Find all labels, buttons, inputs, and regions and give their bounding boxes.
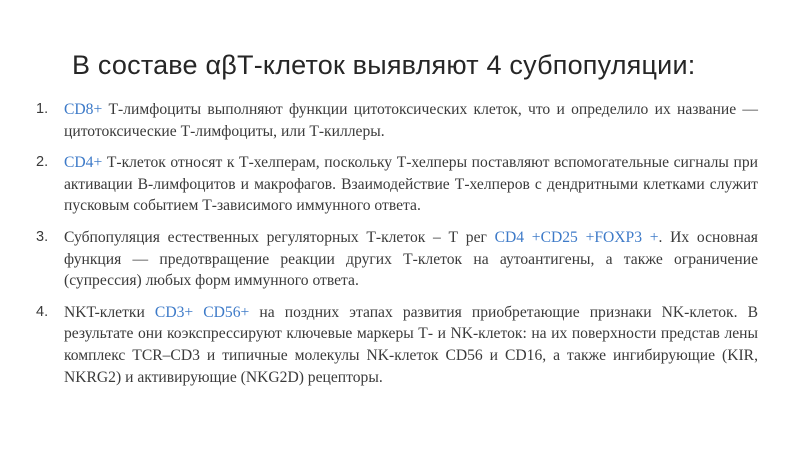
- list-item-text: Т-клеток относят к Т-хелперам, поскольку Т-хелперы поставляют вспомогательные сигналы при активации В-лимфоцитов и макрофагов. Взаимодействие Т-хелперов с дендритными клетками служит пусковым событием Т-зависимого иммунного ответа.: [64, 154, 758, 215]
- list-item-number: 4.: [36, 303, 49, 320]
- list-item-nkt: [36, 302, 758, 388]
- marker-cd8: CD8+: [64, 101, 103, 118]
- marker-treg: CD4 +CD25 +FOXP3 +: [494, 228, 659, 246]
- list-item-treg: [36, 227, 758, 292]
- subpopulation-list: [36, 99, 758, 398]
- list-item-number: 1.: [36, 101, 49, 117]
- list-item-text: на поздних этапах развития приобретающие признаки NK-клеток. В результате они коэкспрессируют ключевые маркеры Т- и NK-клеток: на их поверхности представ лены комплекс TCR–CD3 и типичные молекулы NK-клеток CD56 и CD16, а также ингибирующие (KIR, NKRG2) и активирующие (NKG2D) рецепторы.: [64, 303, 758, 386]
- marker-cd4: CD4+: [64, 154, 103, 172]
- list-item-number: 2.: [36, 154, 49, 171]
- list-item-text: Т-лимфоциты выполняют функции цитотоксических клеток, что и определило их название — цитотоксические Т-лимфоциты, или Т-киллеры.: [64, 101, 758, 140]
- list-item-text-lead: NKT-клетки: [64, 303, 155, 321]
- list-item-cd4: [36, 152, 758, 217]
- marker-nkt: CD3+ CD56+: [154, 303, 250, 321]
- list-item-cd8: [36, 99, 758, 142]
- list-item-text-lead: Субпопуляция естественных регуляторных Т-клеток – Т рег: [64, 228, 495, 246]
- list-item-text: . Их основная функция — предотвращение реакции других Т-клеток на аутоантигены, а также ограничение (супрессия) любых форм иммунного ответа.: [64, 228, 758, 290]
- slide-title: В составе αβТ-клеток выявляют 4 субпопуляции:: [72, 50, 696, 80]
- list-item-number: 3.: [36, 228, 49, 245]
